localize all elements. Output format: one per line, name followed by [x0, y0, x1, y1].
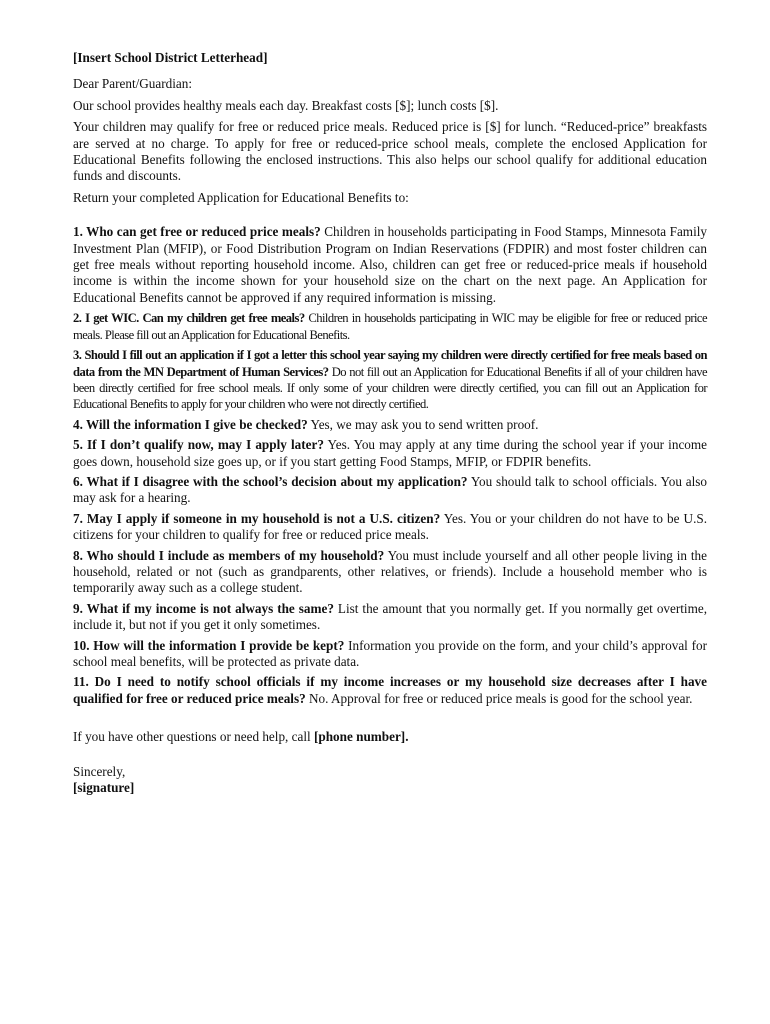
question-6: 6. What if I disagree with the school’s decision about my application? — [73, 473, 468, 489]
intro-return-instructions: Return your completed Application for Educational Benefits to: — [73, 189, 409, 205]
answer-10: Information you provide on the form, and your child’s approval for school meal benefits, will be protected as private data. — [73, 637, 707, 669]
qa-item-8 — [73, 548, 707, 597]
answer-6: You should talk to school officials. You also may ask for a hearing. — [73, 473, 707, 506]
question-1: 1. Who can get free or reduced price meals? — [73, 224, 321, 240]
answer-2: Children in households participating in WIC may be eligible for free or reduced price meals. Please fill out an Application for Educational Benefits. — [73, 311, 707, 342]
answer-3: Do not fill out an Application for Educational Benefits if all of your children have been directly certified for free school meals. If only some of your children were directly certified, you can fill out an Application for Educational Benefits to apply for your children who were not directly certified. — [73, 364, 707, 412]
question-8: 8. Who should I include as members of my household? — [73, 547, 385, 563]
question-7: 7. May I apply if someone in my household is not a U.S. citizen? — [73, 510, 441, 526]
answer-7: Yes. You or your children do not have to be U.S. citizens for your children to qualify for free or reduced price meals. — [73, 510, 707, 543]
salutation: Dear Parent/Guardian: — [73, 76, 193, 92]
question-5: 5. If I don’t qualify now, may I apply later? — [73, 437, 324, 453]
phone-number-placeholder: [phone number]. — [313, 729, 409, 745]
answer-8: You must include yourself and all other people living in the household, related or not (such as grandparents, other relatives, or friends). Include a household member who is temporarily away such as a college student. — [73, 547, 707, 596]
qa-item-3 — [73, 347, 707, 413]
intro-meal-costs: Our school provides healthy meals each day. Breakfast costs [$]; lunch costs [$]. — [73, 97, 499, 113]
qa-item-5 — [73, 437, 707, 470]
qa-item-6 — [73, 474, 707, 507]
qa-item-4 — [73, 417, 707, 433]
answer-1: Children in households participating in Food Stamps, Minnesota Family Investment Plan (MFIP), or Food Distribution Program on Indian Reservations (FDPIR) and most foster children can get free meals without reporting household income. Also, children can get free or reduced-price meals if household income is within the income shown for your household size on the chart on the next page. An Application for Educational Benefits cannot be approved if any required information is missing. — [73, 224, 707, 305]
letterhead-placeholder: [Insert School District Letterhead] — [73, 50, 268, 65]
question-11: 11. Do I need to notify school officials if my income increases or my household size decreases after I have qualified for free or reduced price meals? — [73, 674, 707, 706]
qa-item-10 — [73, 638, 707, 671]
question-4: 4. Will the information I give be checked? — [73, 416, 308, 432]
answer-11: No. Approval for free or reduced price meals is good for the school year. — [305, 690, 693, 706]
answer-9: List the amount that you normally get. If you normally get overtime, include it, but not if you get it only sometimes. — [73, 600, 708, 633]
question-2: 2. I get WIC. Can my children get free meals? — [73, 311, 305, 326]
closing: Sincerely, — [73, 763, 126, 779]
intro-eligibility: Your children may qualify for free or reduced price meals. Reduced price is [$] for lunch. “Reduced-price” breakfasts are served at no charge. To apply for free or reduced-price school meals, complete the enclosed Application for Educational Benefits following the enclosed instructions. This also helps our school qualify for additional education funds and discounts. — [73, 119, 707, 184]
qa-item-11 — [73, 674, 707, 707]
question-3: 3. Should I fill out an application if I got a letter this school year saying my children were directly certified for free meals based on data from the MN Department of Human Services? — [73, 348, 707, 379]
answer-5: Yes. You may apply at any time during the school year if your income goes down, household size goes up, or if you start getting Food Stamps, MFIP, or FDPIR benefits. — [73, 437, 707, 469]
letter-page — [73, 50, 707, 796]
question-9: 9. What if my income is not always the same? — [73, 600, 334, 616]
answer-4: Yes, we may ask you to send written proof. — [307, 416, 539, 432]
question-10: 10. How will the information I provide be kept? — [73, 637, 345, 653]
qa-item-7 — [73, 511, 707, 544]
signature-placeholder: [signature] — [73, 780, 135, 796]
help-text: If you have other questions or need help, call — [73, 729, 314, 745]
help-line — [73, 729, 707, 745]
qa-item-2 — [73, 310, 707, 343]
qa-item-9 — [73, 601, 707, 634]
qa-item-1 — [73, 224, 707, 306]
